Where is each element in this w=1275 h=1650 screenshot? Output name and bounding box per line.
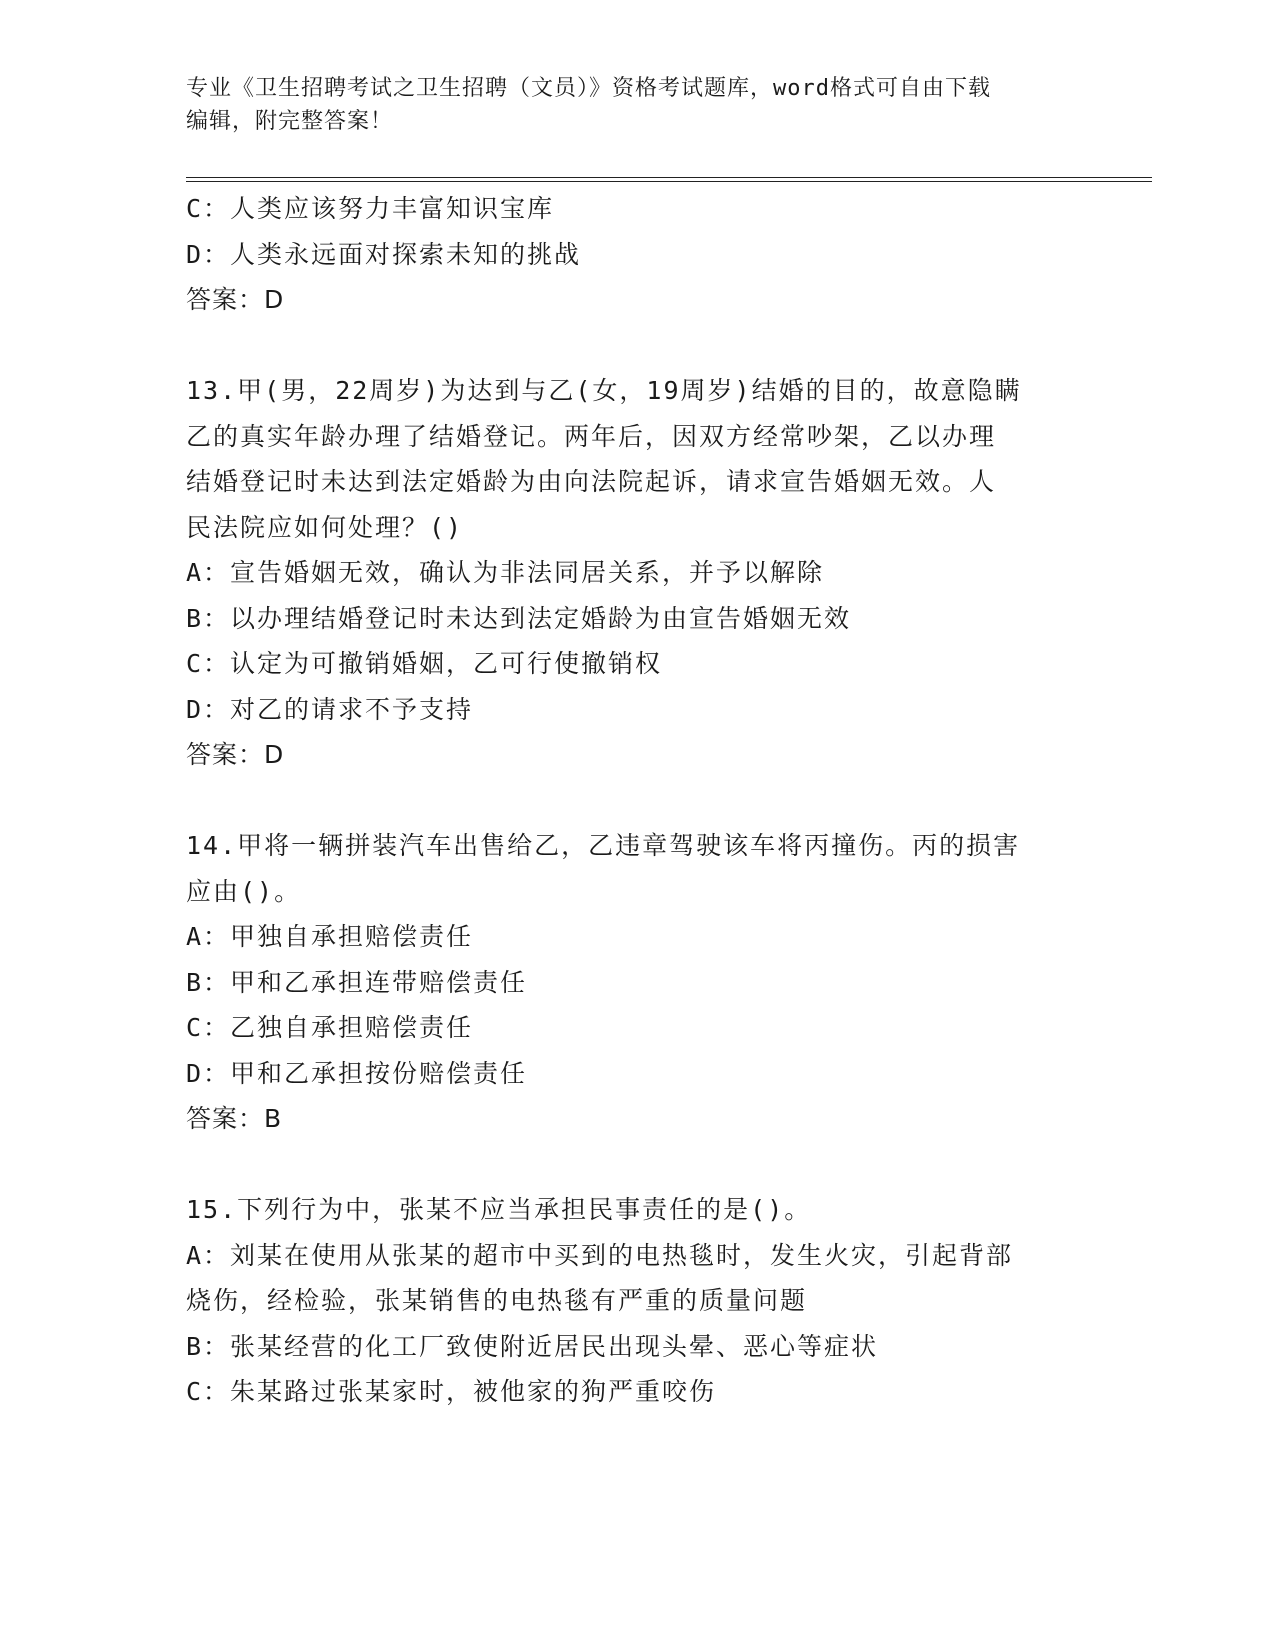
spacer (186, 1142, 1086, 1188)
q12-option-c: C：人类应该努力丰富知识宝库 (186, 194, 555, 223)
header-rule-top (186, 177, 1152, 178)
question-14 (186, 823, 1086, 1142)
q15-option-c: C：朱某路过张某家时，被他家的狗严重咬伤 (186, 1377, 717, 1406)
q14-option-c: C：乙独自承担赔偿责任 (186, 1013, 474, 1042)
q12-answer: 答案：D (186, 285, 285, 314)
header-rule-bottom (186, 181, 1152, 182)
q13-option-b: B：以办理结婚登记时未达到法定婚龄为由宣告婚姻无效 (186, 603, 852, 633)
question-13 (186, 368, 1086, 778)
question-12-tail (186, 186, 1086, 323)
q13-option-d: D：对乙的请求不予支持 (186, 694, 474, 724)
q15-option-a-line-2: 烧伤，经检验，张某销售的电热毯有严重的质量问题 (186, 1286, 808, 1315)
q15-option-b: B：张某经营的化工厂致使附近居民出现头晕、恶心等症状 (186, 1331, 879, 1361)
spacer (186, 778, 1086, 824)
header-line-2: 编辑，附完整答案！ (186, 109, 394, 134)
q13-stem-line-3: 结婚登记时未达到法定婚龄为由向法院起诉，请求宣告婚姻无效。人 (186, 467, 997, 496)
q13-stem-line-2: 乙的真实年龄办理了结婚登记。两年后，因双方经常吵架，乙以办理 (186, 421, 997, 451)
q13-stem-line-1: 13.甲(男，22周岁)为达到与乙(女，19周岁)结婚的目的，故意隐瞒 (186, 376, 1022, 405)
q14-stem-line-1: 14.甲将一辆拼装汽车出售给乙，乙违章驾驶该车将丙撞伤。丙的损害 (186, 831, 1021, 860)
q13-option-a: A：宣告婚姻无效，确认为非法同居关系，并予以解除 (186, 558, 825, 587)
q12-option-d: D：人类永远面对探索未知的挑战 (186, 239, 582, 269)
document-header (186, 72, 1066, 138)
q13-stem-line-4: 民法院应如何处理？() (186, 512, 464, 542)
document-body (186, 186, 1086, 1415)
q14-answer: 答案：B (186, 1104, 283, 1133)
q13-option-c: C：认定为可撤销婚姻，乙可行使撤销权 (186, 649, 663, 678)
q14-option-b: B：甲和乙承担连带赔偿责任 (186, 967, 528, 997)
header-line-1: 专业《卫生招聘考试之卫生招聘（文员）》资格考试题库，word格式可自由下载 (186, 76, 991, 101)
q15-option-a-line-1: A：刘某在使用从张某的超市中买到的电热毯时，发生火灾，引起背部 (186, 1240, 1014, 1270)
q14-stem-line-2: 应由()。 (186, 876, 302, 906)
q14-option-a: A：甲独自承担赔偿责任 (186, 922, 474, 951)
q13-answer: 答案：D (186, 740, 285, 769)
question-15 (186, 1187, 1086, 1415)
spacer (186, 323, 1086, 369)
q15-stem: 15.下列行为中，张某不应当承担民事责任的是()。 (186, 1195, 812, 1224)
q14-option-d: D：甲和乙承担按份赔偿责任 (186, 1058, 528, 1088)
